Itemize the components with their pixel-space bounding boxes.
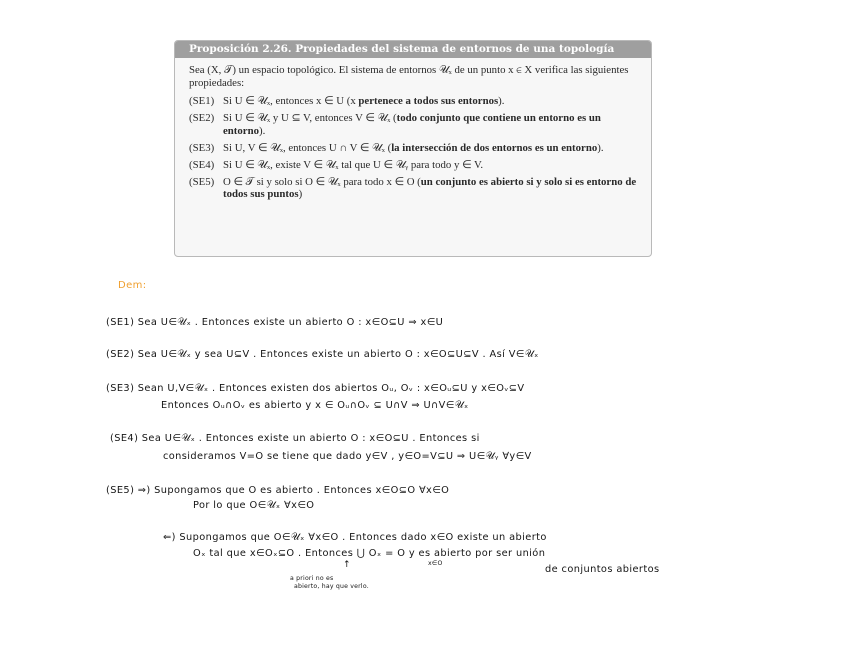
note-arrow-icon: ↑ — [343, 560, 351, 570]
property-text: Si U ∈ 𝒰ₓ, existe V ∈ 𝒰ₓ tal que U ∈ 𝒰ᵧ para todo y ∈ V. — [223, 158, 484, 171]
property-label: (SE4) — [189, 158, 215, 171]
margin-note-line1: a priori no es — [290, 575, 334, 582]
property-label: (SE1) — [189, 95, 215, 107]
proof-se5-line4: Oₓ tal que x∈Oₓ⊆O . Entonces ⋃ Oₓ = O y es abierto por ser unión — [193, 548, 546, 559]
proposition-box — [174, 40, 652, 257]
proof-se3-line1: (SE3) Sean U,V∈𝒰ₓ . Entonces existen dos abiertos Oᵤ, Oᵥ : x∈Oᵤ⊆U y x∈Oᵥ⊆V — [106, 383, 525, 394]
property-text: O ∈ 𝒯 si y solo si O ∈ 𝒰ₓ para todo x ∈ O (un conjunto es abierto si y solo si es entorno de todos sus puntos) — [223, 175, 637, 200]
property-label: (SE2) — [189, 112, 215, 124]
property-text: Si U ∈ 𝒰ₓ y U ⊆ V, entonces V ∈ 𝒰ₓ (todo conjunto que contiene un entorno es un entorno). — [223, 112, 601, 137]
proposition-body — [175, 58, 651, 201]
proof-se5-line5: de conjuntos abiertos — [545, 564, 660, 575]
property-se4 — [189, 159, 639, 172]
proposition-intro: Sea (X, 𝒯) un espacio topológico. El sistema de entornos 𝒰ₓ de un punto x ∈ X verifica las siguientes propiedades: — [189, 64, 629, 89]
proof-se5-line1: (SE5) ⇒) Supongamos que O es abierto . Entonces x∈O⊆O ∀x∈O — [106, 485, 450, 496]
property-text: Si U ∈ 𝒰ₓ, entonces x ∈ U (x pertenece a todos sus entornos). — [223, 95, 505, 107]
proof-label: Dem: — [118, 280, 147, 291]
property-se2 — [189, 112, 639, 137]
property-label: (SE3) — [189, 141, 215, 154]
margin-note-line2: abierto, hay que verlo. — [294, 583, 369, 590]
union-subscript: x∈O — [428, 560, 443, 567]
property-text: Si U, V ∈ 𝒰ₓ, entonces U ∩ V ∈ 𝒰ₓ (la intersección de dos entornos es un entorno). — [223, 141, 604, 154]
property-label: (SE5) — [189, 175, 215, 188]
proof-se1: (SE1) Sea U∈𝒰ₓ . Entonces existe un abierto O : x∈O⊆U ⇒ x∈U — [106, 317, 444, 328]
property-se1 — [189, 95, 639, 108]
proof-se4-line1: (SE4) Sea U∈𝒰ₓ . Entonces existe un abierto O : x∈O⊆U . Entonces si — [110, 433, 480, 444]
proof-se5-line2: Por lo que O∈𝒰ₓ ∀x∈O — [193, 500, 315, 511]
proof-se2: (SE2) Sea U∈𝒰ₓ y sea U⊆V . Entonces existe un abierto O : x∈O⊆U⊆V . Así V∈𝒰ₓ — [106, 349, 539, 360]
proof-se5-line3: ⇐) Supongamos que O∈𝒰ₓ ∀x∈O . Entonces dado x∈O existe un abierto — [163, 532, 547, 543]
property-se5 — [189, 176, 639, 201]
proposition-title: Proposición 2.26. Propiedades del sistema de entornos de una topología — [175, 41, 651, 58]
property-se3 — [189, 142, 639, 155]
proof-se4-line2: consideramos V=O se tiene que dado y∈V , y∈O=V⊆U ⇒ U∈𝒰ᵧ ∀y∈V — [163, 451, 532, 462]
proof-se3-line2: Entonces Oᵤ∩Oᵥ es abierto y x ∈ Oᵤ∩Oᵥ ⊆ U∩V ⇒ U∩V∈𝒰ₓ — [161, 400, 469, 411]
